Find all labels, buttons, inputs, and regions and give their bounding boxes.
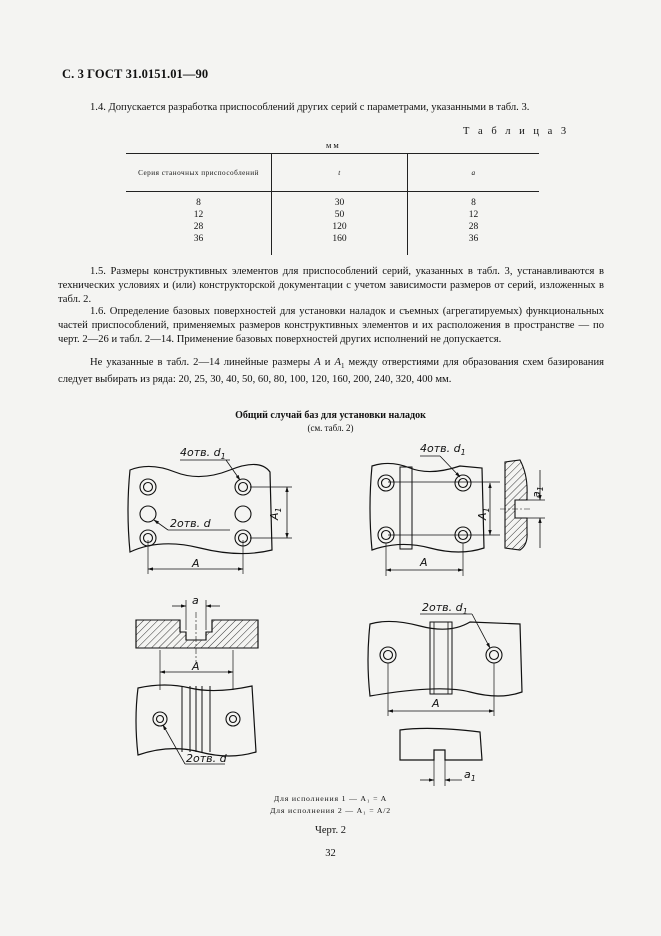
table-cell: 28: [126, 221, 272, 233]
label-dim-small-a: a: [192, 594, 199, 607]
label-dim-a1-section: $a_1$: [530, 486, 545, 498]
table-cell: 36: [126, 233, 272, 255]
table-cell: 8: [471, 198, 476, 208]
figure-subcaption: (см. табл. 2): [307, 423, 354, 433]
label-dim-a-bottom-left: A: [192, 660, 200, 673]
table-header-t: t: [272, 154, 408, 192]
label-2-holes-d-bottom: 2отв. d: [186, 752, 227, 765]
label-dim-a1: $A_1$: [268, 507, 283, 520]
symbol-a1-subscript: 1: [340, 362, 345, 371]
table-header-a: a: [408, 154, 540, 192]
table-cell: 50: [272, 209, 408, 221]
table-cell: 160: [272, 233, 408, 255]
paragraph-text: и: [320, 357, 335, 368]
table-cell: 12: [468, 210, 479, 220]
plate-view-bottom-right: [368, 614, 522, 716]
table-header-series: Серия станочных приспособлений: [126, 154, 272, 192]
legend-execution-2: Для исполнения 2 — A₁ = A/2: [270, 806, 391, 815]
page-header: С. 3 ГОСТ 31.0151.01—90: [62, 67, 209, 81]
label-4-holes-d1-right: 4отв. $d_1$: [420, 442, 466, 457]
table-cell: 120: [272, 221, 408, 233]
figure-caption: Общий случай баз для установки наладок: [235, 410, 426, 421]
paragraph-text: Не указанные в табл. 2—14 линейные размеры: [90, 357, 315, 368]
symbol-a1: A: [334, 357, 341, 368]
paragraph-1-6: 1.6. Определение базовых поверхностей для установки наладок и съемных (агрегатируемых) функциональных частей приспособлений, применяемых размеров конструктивных элементов и их расположения в пространстве — по черт. 2—26 и табл. 2—14. Применение базовых поверхностей других исполнений не допускается.: [58, 306, 604, 346]
table-cell: 30: [272, 192, 408, 210]
label-2-holes-d1: 2отв. $d_1$: [422, 601, 468, 616]
table-cell: 28: [468, 222, 479, 232]
label-dim-a-right: A: [420, 556, 428, 569]
paragraph-1-4: 1.4. Допускается разработка приспособлений других серий с параметрами, указанными в табл. 3.: [90, 102, 530, 113]
paragraph-text: между отверстиями для образования схем базирования следует выбирать из ряда: 20, 25, 30, 40, 50, 60, 80, 100, 120, 160, 200, 240, 320, 400 мм.: [58, 357, 604, 386]
symbol-a: A: [314, 357, 321, 368]
label-2-holes-d: 2отв. d: [170, 517, 211, 530]
figure-number: Черт. 2: [315, 825, 346, 836]
plate-view-top-right: [370, 456, 545, 576]
label-dim-a: A: [192, 557, 200, 570]
legend-execution-1: Для исполнения 1 — A₁ = A: [273, 794, 388, 803]
table-cell: 12: [126, 209, 272, 221]
label-4-holes-d1: 4отв. $d_1$: [180, 446, 226, 461]
section-view-middle-left: [136, 600, 258, 662]
label-dim-a-bottom-right: A: [432, 697, 440, 710]
table-title: Т а б л и ц а 3: [463, 126, 570, 137]
table-cell: 36: [468, 234, 479, 244]
table-cell: 8: [126, 192, 272, 210]
table-unit: мм: [326, 140, 341, 150]
paragraph-1-5: 1.5. Размеры конструктивных элементов для приспособлений серий, указанных в табл. 3, устанавливаются в технических условиях и (или) конструкторской документации с учетом зависимости размеров от серий, изложенных в табл. 2.: [58, 266, 604, 306]
label-dim-a1-bottom: $a_1$: [464, 768, 476, 783]
page-number: 32: [325, 848, 336, 859]
label-dim-a1-right: $A_1$: [476, 507, 491, 520]
